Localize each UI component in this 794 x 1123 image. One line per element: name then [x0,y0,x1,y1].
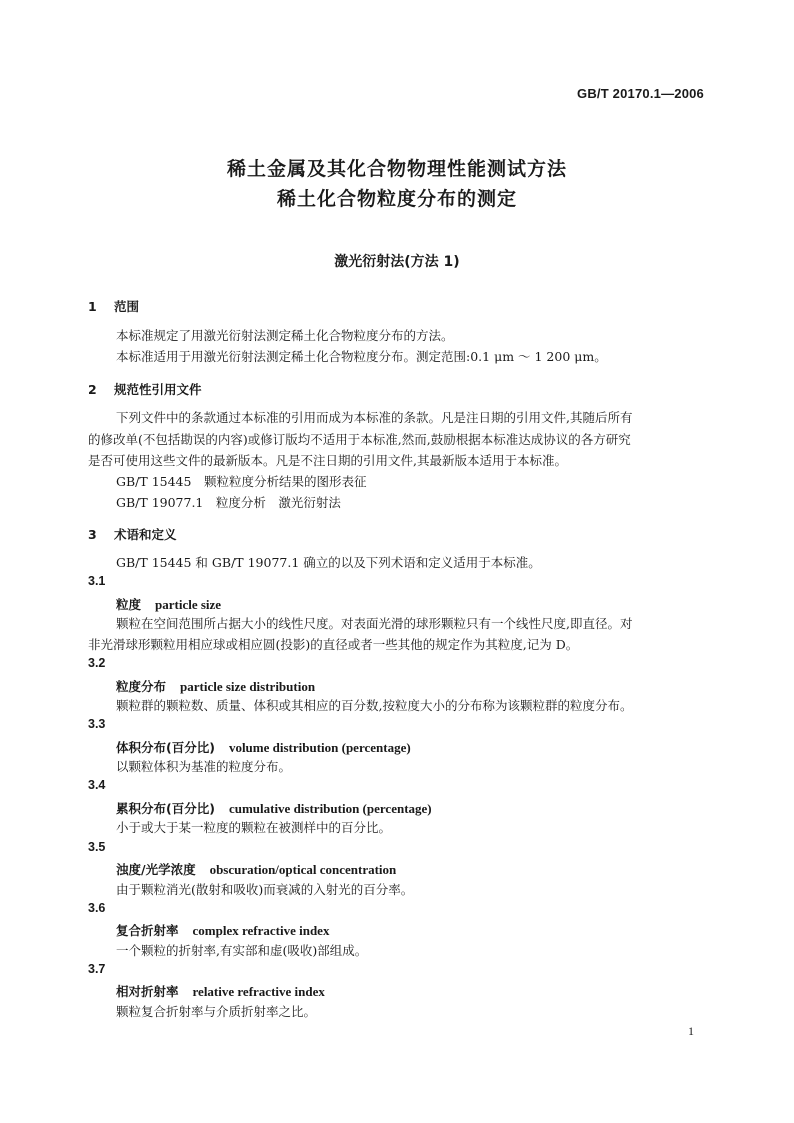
term-english: obscuration/optical concentration [209,862,397,877]
term-entry [116,738,411,756]
term-definition-line1: 颗粒在空间范围所占据大小的线性尺度。对表面光滑的球形颗粒只有一个线性尺度,即直径。对 [116,616,633,631]
document-title-line1: 稀土金属及其化合物物理性能测试方法 [226,158,567,180]
section-number: 3 [88,527,97,542]
clause-number: 3.3 [88,717,106,731]
term-entry [116,860,396,878]
term-entry [116,799,432,817]
term-chinese: 相对折射率 [116,984,179,999]
terms-intro: GB/T 15445 和 GB/T 19077.1 确立的以及下列术语和定义适用于本标准。 [116,555,541,570]
term-definition-line1: 一个颗粒的折射率,有实部和虚(吸收)部组成。 [116,943,368,958]
term-entry [116,677,315,695]
section-number: 1 [88,299,97,314]
term-chinese: 粒度分布 [116,679,167,694]
section-number: 2 [88,382,97,397]
term-definition-line1: 小于或大于某一粒度的颗粒在被测样中的百分比。 [116,820,392,835]
term-english: particle size [155,597,222,612]
clause-number: 3.7 [88,962,106,976]
reference-item-2: GB/T 19077.1 粒度分析 激光衍射法 [116,495,341,510]
section-title: 术语和定义 [114,527,177,542]
clause-number: 3.2 [88,656,106,670]
term-chinese: 复合折射率 [116,923,179,938]
normative-ref-paragraph-line1: 下列文件中的条款通过本标准的引用而成为本标准的条款。凡是注日期的引用文件,其随后所有 [116,410,633,425]
scope-paragraph-2: 本标准适用于用激光衍射法测定稀土化合物粒度分布。测定范围:0.1 μm ～ 1 200 μm。 [116,349,607,364]
term-entry [116,595,221,613]
term-chinese: 体积分布(百分比) [116,740,215,755]
term-definition-line1: 由于颗粒消光(散射和吸收)而衰减的入射光的百分率。 [116,882,414,897]
term-definition-line1: 颗粒复合折射率与介质折射率之比。 [116,1004,317,1019]
method-subtitle: 激光衍射法(方法 1) [334,254,460,270]
standard-code: GB/T 20170.1—2006 [577,86,704,101]
normative-ref-paragraph-line2: 的修改单(不包括勘误的内容)或修订版均不适用于本标准,然而,鼓励根据本标准达成协议的各方研究 [88,432,631,447]
section-3-heading [88,525,177,543]
term-definition-line1: 以颗粒体积为基准的粒度分布。 [116,759,292,774]
normative-ref-paragraph-line3: 是否可使用这些文件的最新版本。凡是不注日期的引用文件,其最新版本适用于本标准。 [88,453,567,468]
term-chinese: 浊度/光学浓度 [116,862,196,877]
clause-number: 3.5 [88,840,106,854]
term-english: particle size distribution [180,679,316,694]
term-chinese: 累积分布(百分比) [116,801,215,816]
term-definition-line2: 非光滑球形颗粒用相应球或相应圆(投影)的直径或者一些其他的规定作为其粒度,记为 D。 [88,637,579,652]
section-2-heading [88,380,202,398]
term-english: volume distribution (percentage) [228,740,411,755]
section-title: 规范性引用文件 [114,382,202,397]
term-entry [116,921,329,939]
reference-item-1: GB/T 15445 颗粒粒度分析结果的图形表征 [116,474,367,489]
page-number: 1 [688,1024,694,1038]
term-chinese: 粒度 [116,597,142,612]
clause-number: 3.4 [88,778,106,792]
term-definition-line1: 颗粒群的颗粒数、质量、体积或其相应的百分数,按粒度大小的分布称为该颗粒群的粒度分布。 [116,698,633,713]
section-title: 范围 [114,299,140,314]
clause-number: 3.1 [88,574,106,588]
term-entry [116,982,325,1000]
section-1-heading [88,297,139,315]
document-title-line2: 稀土化合物粒度分布的测定 [276,188,517,210]
term-english: cumulative distribution (percentage) [228,801,432,816]
term-english: relative refractive index [192,984,325,999]
clause-number: 3.6 [88,901,106,915]
term-english: complex refractive index [192,923,330,938]
scope-paragraph-1: 本标准规定了用激光衍射法测定稀土化合物粒度分布的方法。 [116,328,454,343]
